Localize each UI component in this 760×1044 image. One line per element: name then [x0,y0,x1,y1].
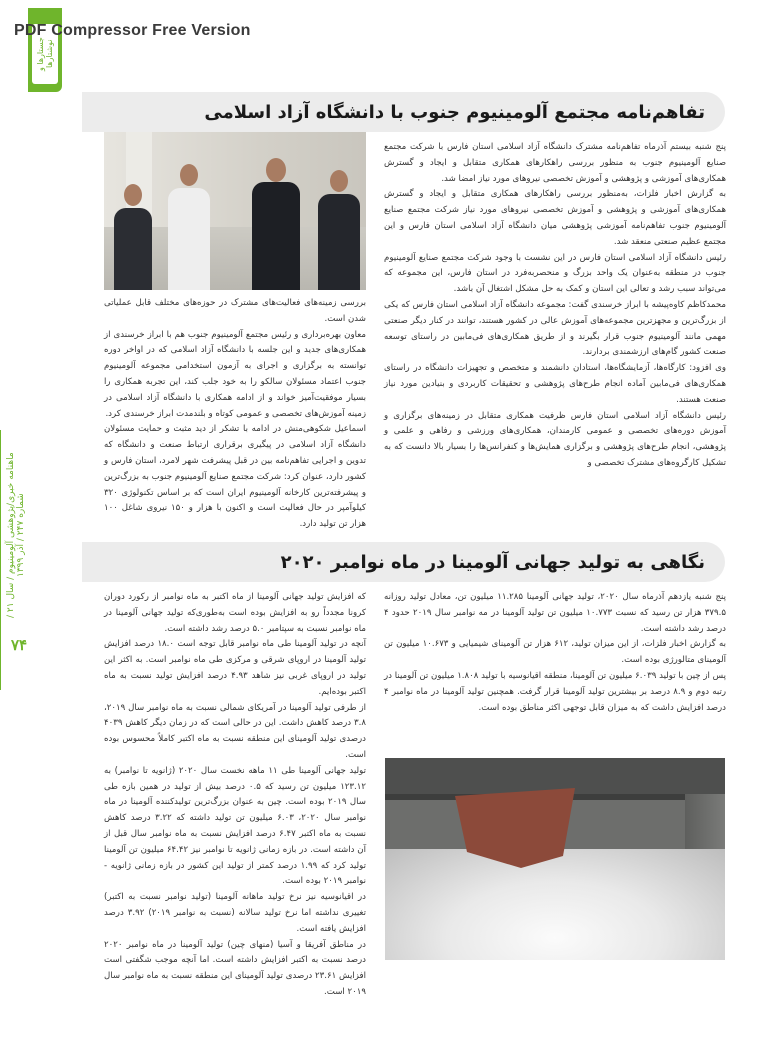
person-4-head [330,170,348,192]
paragraph: رئیس دانشگاه آزاد اسلامی استان فارس در این نشست با وجود شرکت مجتمع صنایع آلومینیوم جنوب در منطقه به‌عنوان یک واحد بزرگ و منحصربه‌فرد در استان فارس، این مجموعه که می‌تواند سبب رشد و تعالی این استان و کمک به حل مشکل اشتغال آن باشد. [384,252,726,295]
alumina-photo [385,758,725,960]
paragraph: محمدکاظم کاوه‌پیشه با ابراز خرسندی گفت: مجموعه دانشگاه آزاد اسلامی استان فارس که یکی از بزرگ‌ترین و مجهزترین مجموعه‌های آموزش عالی در کشور هستند، توانند در کنار دیگر صنعتی مهمی مانند آلومینیوم جنوب قرار بگیرند و از طریق همکاری‌های فی‌مابین در راستای توسعه صنعت کشور گام‌های ارزشمندی بردارند. [384,299,726,358]
article2-left-column [104,590,367,997]
watermark: PDF Compressor Free Version [14,22,251,39]
paragraph: اسماعیل شکوهی‌منش در ادامه با تشکر از دید مثبت و حمایت مسئولان دانشگاه آزاد اسلامی در پیگیری برقراری ارتباط صنعت و دانشگاه که تدوین و اجرایی تفاهم‌نامه بین در قبل پیشرفت شهر لامرد، استان فارس و کشور دارد، عنوان کرد: شرکت مجتمع صنایع آلومینیوم جنوب به بزرگ‌ترین و پیشرفته‌ترین کارخانه آلومینیوم ایران است که بر اساس تکنولوژی ۳۲۰ کیلوآمپر در حال فعالیت است و اکنون با هزار و ۱۵۰ نیروی شاغل ۱۰۰ هزار تن تولید دارد. [104,424,366,530]
paragraph: به گزارش اخبار فلزات، به‌منظور بررسی راهکارهای همکاری متقابل و ایجاد و گسترش همکاری‌های آموزشی و پژوهشی و آموزش تخصصی نیروهای مورد نیاز شرکت مجتمع صنایع آلومینیوم جنوب تفاهم‌نامه آموزشی پژوهشی میان دانشگاه آزاد اسلامی استان فارس و این مجتمع عظیم صنعتی منعقد شد. [384,189,726,247]
paragraph: وی افزود: کارگاه‌ها، آزمایشگاه‌ها، استادان دانشمند و متخصص و تجهیزات دانشگاه در راستای همکاری‌های فی‌مابین آماده انجام طرح‌های پژوهشی و تحقیقات کاربردی و بنیادین مورد نیاز صنعت هستند. [384,363,726,405]
paragraph: در اقیانوسیه نیز نرخ تولید ماهانه آلومینا (تولید نوامبر نسبت به اکتبر) تغییری نداشته اما نرخ تولید سالانه (نسبت به نوامبر ۲۰۱۹) ۳.۹۲ درصد افزایش یافته است. [104,892,366,934]
article2-right-column [384,590,726,750]
article2-title-bar [82,542,725,582]
paragraph: پس از چین با تولید ۶.۰۳۹ میلیون تن آلومینا، منطقه اقیانوسیه با تولید ۱.۸۰۸ میلیون تن آلومینا در رتبه دوم و ۸.۹ درصد بر بیشترین تولید آلومینا قرار گرفت. همچنین تولید آلومینا در ماه نوامبر ۴ درصد افزایش داشت که به میزان قابل توجهی اکثر مناطق بوده است. [384,670,726,713]
paragraph: در مناطق آفریقا و آسیا (منهای چین) تولید آلومینا در ماه نوامبر ۲۰۲۰ درصد نسبت به اکتبر افزایش داشته است. اما آنچه موجب شگفتی است افزایش ۲۳.۶۱ درصدی تولید آلومینای این منطقه نسبت به ماه نوامبر سال ۲۰۱۹ است. [104,939,366,997]
article1-title: تفاهم‌نامه مجتمع آلومینیوم جنوب با دانشگاه آزاد اسلامی [204,101,705,123]
side-caption: ماهنامه خبری/پژوهشی آلومینیوم / سال ۲۱ / شماره ۲۴۷ / آذر ۱۳۹۹ [6,452,26,618]
paragraph: از طرفی تولید آلومینا در آمریکای شمالی نسبت به ماه نوامبر سال ۲۰۱۹، ۳.۸ درصد کاهش داشت. این در حالی است که در زمان دیگر کاهش ۴۰۳۹ درصدی تولید آلومینای این منطقه نسبت به ماه اکتبر کاملاً محسوس بوده است. [104,702,366,760]
person-2 [168,188,210,290]
paragraph: که افزایش تولید جهانی آلومینا از ماه اکتبر به ماه نوامبر از رکورد دوران کرونا مجدداً رو به افزایش بوده است به‌طوری‌که تولید جهانی آلومینا در ماه نوامبر نسبت به سپتامبر ۵.۰ درصد رشد داشته است. [104,592,366,634]
article1-title-bar [82,92,725,132]
paragraph: تولید جهانی آلومینا طی ۱۱ ماهه نخست سال ۲۰۲۰ (ژانویه تا نوامبر) به ۱۲۳.۱۲ میلیون تن رسید که ۰.۵ درصد بیش از تولید در همین بازه طی سال ۲۰۱۹ بوده است. چین به عنوان بزرگ‌ترین تولیدکننده آلومینا در ماه نوامبر سال ۲۰۲۰، ۶.۰۳ میلیون تن تولید داشته که ۳.۲۲ درصد کاهش نسبت به ماه اکتبر ۶.۴۷ درصد افزایش نسبت به ماه نوامبر سال قبل از آن داشته است. در بازه زمانی ژانویه تا نوامبر نیز ۶۴.۴۲ میلیون تن آلومینا تولید کرد که ۱.۹۹ درصد کمتر از تولید این کشور در بازه زمانی ژانویه - نوامبر ۲۰۱۹ بوده است. [104,765,367,887]
page-number: ۷۴ [10,637,28,654]
person-4 [318,194,360,290]
person-1-head [124,184,142,206]
signing-photo [104,132,366,290]
section-tab-label: جستار‌ها و نوشتار‌ها [36,37,54,71]
paragraph: رئیس دانشگاه آزاد اسلامی استان فارس ظرفیت همکاری متقابل در زمینه‌های برگزاری و آموزش دوره‌های تخصصی و عمومی کارمندان، همکاری‌های ورزشی و رفاهی و علمی و پژوهشی، انجام طرح‌های پژوهشی و برگزاری همایش‌ها و کنفرانس‌ها را بسیار بالا دانست که به تشکیل کارگروه‌های مشترک تخصصی و [384,410,726,468]
person-2-head [180,164,198,186]
article1-left-column [104,296,366,540]
paragraph: پنج شنبه یازدهم آذرماه سال ۲۰۲۰، تولید جهانی آلومینا ۱۱.۲۸۵ میلیون تن، معادل تولید روزانه ۳۷۹.۵ هزار تن رسید که نسبت ۱۰.۷۷۳ میلیون تن تولید آلومینا در مه نوامبر سال ۲۰۱۹ حدود ۴ درصد رشد داشته است. [384,592,726,634]
article1-right-column [384,140,726,540]
photo-frame [385,758,725,794]
paragraph: معاون بهره‌برداری و رئیس مجتمع آلومینیوم جنوب هم با ابراز خرسندی از همکاری‌های جدید و این جلسه با دانشگاه آزاد اسلامی که در اواخر دوره توانسته به برگزاری و اجرای به آزمون استخدامی مجموعه آلومینیوم جنوب اعتماد مسئولان سالکو را به خود جلب کند، این تجربه همکاری را بسیار موفقیت‌آمیز خواند و از ادامه همکاری با دانشگاه آزاد اسلامی در زمینه آموزش‌های تخصصی و عمومی کوتاه و بلندمدت ابراز خرسندی کرد. [104,329,366,419]
paragraph: آنچه در تولید آلومینا طی ماه نوامبر قابل توجه است ۱۸.۰ درصد افزایش تولید آلومینا در اروپای شرقی و مرکزی طی ماه نوامبر است. به اکثر این تولید در اروپای غربی نیز شاهد ۴.۹۳ درصد افزایش تولید نسبت به ماه اکتبر بوده‌ایم. [104,639,366,697]
paragraph: به گزارش اخبار فلزات، از این میزان تولید، ۶۱۲ هزار تن آلومینای شیمیایی و ۱۰.۶۷۳ میلیون تن آلومینای متالورژی بوده است. [384,639,726,666]
person-1 [114,208,152,290]
alumina-pile [385,849,725,960]
person-3-head [266,158,286,182]
paragraph: پنج شنبه بیستم آذرماه تفاهم‌نامه مشترک دانشگاه آزاد اسلامی استان فارس با شرکت مجتمع صنایع آلومینیوم جنوب به منظور بررسی راهکارهای همکاری متقابل و ایجاد و گسترش همکاری‌های آموزشی و پژوهشی و آموزش تخصصی نیروهای مورد نیاز امضا شد. [384,142,726,184]
person-3 [252,182,300,290]
paragraph: بررسی زمینه‌های فعالیت‌های مشترک در حوزه‌های مختلف قابل عملیاتی شدن است. [104,298,366,324]
article2-title: نگاهی به تولید جهانی آلومینا در ماه نوامبر ۲۰۲۰ [280,551,705,573]
